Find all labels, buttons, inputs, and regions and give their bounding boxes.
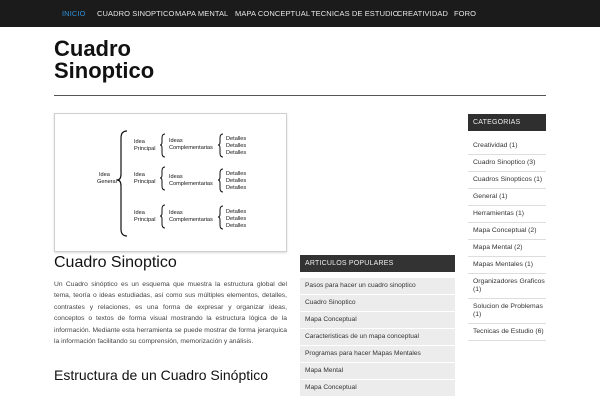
diagram-brace-3b <box>218 206 223 229</box>
diagram-root-line-2: General <box>97 179 117 185</box>
diagram-detalle-2b: Detalles <box>226 178 247 184</box>
diagram-brace-1 <box>160 134 165 157</box>
popular-article-link[interactable]: Mapa Conceptual <box>300 380 455 396</box>
diagram-svg <box>55 114 288 253</box>
diagram-detalle-1c: Detalles <box>226 150 247 156</box>
diagram-principal-2-line-2: Principal <box>134 179 156 185</box>
popular-article-link[interactable]: Mapa Conceptual <box>300 312 455 328</box>
site-title[interactable] <box>54 38 254 82</box>
diagram-brace-2b <box>218 169 223 192</box>
category-link[interactable]: Solucion de Problemas (1) <box>468 299 546 324</box>
diagram-complementarias-3-line-1: Ideas <box>169 210 183 216</box>
diagram-detalle-2a: Detalles <box>226 171 247 177</box>
diagram-detalle-3c: Detalles <box>226 223 247 229</box>
nav-item-tecnicas-de-estudio[interactable]: TECNICAS DE ESTUDIO <box>311 9 399 18</box>
category-link[interactable]: Organizadores Graficos (1) <box>468 274 546 299</box>
popular-article-link[interactable]: Cuadro Sinoptico <box>300 295 455 311</box>
popular-article-link[interactable]: Caracteristicas de un mapa conceptual <box>300 329 455 345</box>
category-link[interactable]: Mapas Mentales (1) <box>468 257 546 274</box>
diagram-detalle-1b: Detalles <box>226 143 247 149</box>
nav-item-inicio[interactable]: INICIO <box>62 9 86 18</box>
category-link[interactable]: Cuadros Sinopticos (1) <box>468 172 546 189</box>
diagram-principal-1-line-1: Idea <box>134 139 145 145</box>
post-body: Un Cuadro sinóptico es un esquema que muestra la estructura global del tema, teoría o ideas estudiadas, así como sus múltiples elementos, detalles, contrastes y relaciones, es una forma de expresar y organizar ideas, conceptos o textos de forma visual mostrando la estructura lógica de la información. Mediante esta herramienta se puede mostrar de forma jerarquica la información facilitando su comprensión, memorización y análisis. <box>54 281 287 346</box>
popular-articles-header: ARTICULOS POPULARES <box>300 255 455 272</box>
diagram-brace-1b <box>218 134 223 157</box>
category-link[interactable]: Mapa Conceptual (2) <box>468 223 546 240</box>
nav-item-cuadro-sinoptico[interactable]: CUADRO SINOPTICO <box>97 9 175 18</box>
nav-item-mapa-conceptual[interactable]: MAPA CONCEPTUAL <box>235 9 311 18</box>
diagram-principal-3-line-1: Idea <box>134 210 145 216</box>
top-navigation <box>0 0 600 27</box>
categories-list <box>468 138 546 341</box>
diagram-complementarias-1-line-2: Complementarias <box>169 145 213 151</box>
popular-article-link[interactable]: Mapa Mental <box>300 363 455 379</box>
popular-article-link[interactable]: Programas para hacer Mapas Mentales <box>300 346 455 362</box>
diagram-root-brace <box>117 131 127 236</box>
post-title[interactable]: Cuadro Sinoptico <box>54 254 177 271</box>
diagram-detalle-3a: Detalles <box>226 209 247 215</box>
popular-article-link[interactable]: Pasos para hacer un cuadro sinoptico <box>300 278 455 294</box>
title-divider <box>54 95 546 96</box>
category-link[interactable]: Creatividad (1) <box>468 138 546 155</box>
category-link[interactable]: Mapa Mental (2) <box>468 240 546 257</box>
nav-item-mapa-mental[interactable]: MAPA MENTAL <box>175 9 229 18</box>
diagram-complementarias-3-line-2: Complementarias <box>169 217 213 223</box>
diagram-complementarias-2-line-1: Ideas <box>169 174 183 180</box>
diagram-brace-2 <box>160 167 165 190</box>
diagram-principal-3-line-2: Principal <box>134 217 156 223</box>
cuadro-sinoptico-diagram <box>54 113 287 252</box>
diagram-brace-3 <box>160 205 165 228</box>
diagram-detalle-2c: Detalles <box>226 185 247 191</box>
popular-articles-list <box>300 278 455 397</box>
diagram-complementarias-1-line-1: Ideas <box>169 138 183 144</box>
category-link[interactable]: Tecnicas de Estudio (6) <box>468 324 546 341</box>
site-title-line-1: Cuadro <box>54 36 131 61</box>
diagram-complementarias-2-line-2: Complementarias <box>169 181 213 187</box>
category-link[interactable]: Herramientas (1) <box>468 206 546 223</box>
section-subtitle: Estructura de un Cuadro Sinóptico <box>54 367 269 383</box>
category-link[interactable]: Cuadro Sinoptico (3) <box>468 155 546 172</box>
nav-item-foro[interactable]: FORO <box>454 9 477 18</box>
diagram-detalle-1a: Detalles <box>226 136 247 142</box>
site-title-line-2: Sinoptico <box>54 58 155 83</box>
diagram-principal-1-line-2: Principal <box>134 146 156 152</box>
category-link[interactable]: General (1) <box>468 189 546 206</box>
diagram-detalle-3b: Detalles <box>226 216 247 222</box>
diagram-root-line-1: Idea <box>99 172 110 178</box>
categories-header: CATEGORIAS <box>468 114 546 131</box>
nav-item-creatividad[interactable]: CREATIVIDAD <box>397 9 448 18</box>
diagram-principal-2-line-1: Idea <box>134 172 145 178</box>
